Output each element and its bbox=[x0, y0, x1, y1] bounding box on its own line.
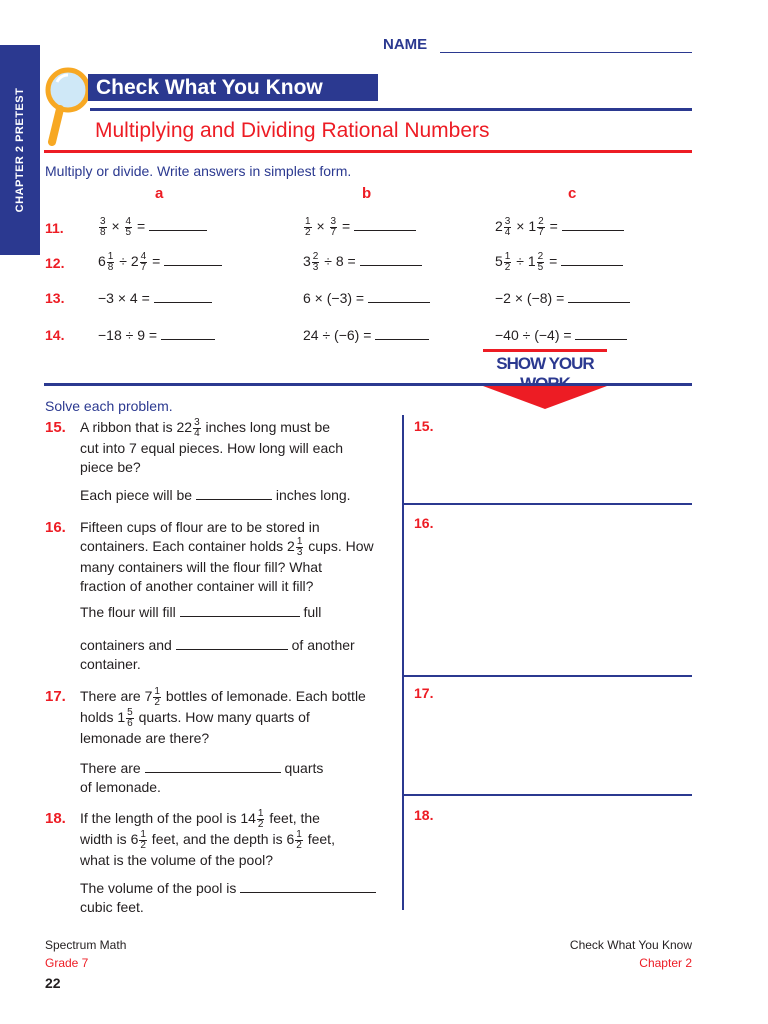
answer-blank[interactable] bbox=[149, 229, 207, 231]
show-work-rule bbox=[483, 349, 607, 352]
answer-blank[interactable] bbox=[568, 301, 630, 303]
page-title: Check What You Know bbox=[96, 76, 323, 99]
title-rule bbox=[90, 108, 692, 111]
column-a-label: a bbox=[155, 185, 164, 202]
problem-18-answer: The volume of the pool is cubic feet. bbox=[80, 879, 376, 917]
work-box-rule bbox=[404, 794, 692, 796]
answer-blank[interactable] bbox=[176, 648, 288, 650]
name-label: NAME bbox=[383, 36, 428, 53]
problem-16-answer-2: containers and of another container. bbox=[80, 637, 355, 672]
work-area-divider bbox=[402, 415, 404, 910]
answer-blank[interactable] bbox=[180, 615, 300, 617]
answer-blank[interactable] bbox=[161, 338, 215, 340]
answer-blank[interactable] bbox=[196, 498, 272, 500]
footer-chapter: Chapter 2 bbox=[639, 956, 692, 970]
problem-number: 15. bbox=[45, 419, 66, 436]
footer-grade: Grade 7 bbox=[45, 956, 89, 970]
work-box-label: 17. bbox=[414, 685, 434, 701]
column-c-label: c bbox=[568, 185, 577, 202]
problem-number: 17. bbox=[45, 688, 66, 705]
problem-12b: 3 $\frac{2}{3}$ ÷ 8 = bbox=[303, 252, 422, 273]
work-box-rule bbox=[404, 675, 692, 677]
problem-number: 12. bbox=[45, 255, 65, 271]
show-work-label: SHOW YOUR bbox=[496, 354, 594, 373]
problem-number: 18. bbox=[45, 810, 66, 827]
problem-13a: −3 × 4 = bbox=[98, 290, 212, 306]
title-banner bbox=[88, 74, 378, 101]
problem-18-text: If the length of the pool is 14 $\frac{1}{2}$ feet, the width is 6 $\frac{1}{2}$ feet, and the depth is 6 $\frac{1}{2}$ feet, what is the volume of the pool? bbox=[80, 808, 335, 868]
work-box-rule bbox=[404, 503, 692, 505]
answer-blank[interactable] bbox=[360, 264, 422, 266]
problem-12a: 6 $\frac{1}{8}$ ÷ 2 $\frac{4}{7}$ = bbox=[98, 252, 222, 273]
problem-15-answer: Each piece will be inches long. bbox=[80, 487, 351, 503]
answer-blank[interactable] bbox=[154, 301, 212, 303]
problem-number: 13. bbox=[45, 290, 65, 306]
problem-13c: −2 × (−8) = bbox=[495, 290, 630, 306]
answer-blank[interactable] bbox=[354, 229, 416, 231]
problem-13b: 6 × (−3) = bbox=[303, 290, 430, 306]
problem-number: 14. bbox=[45, 327, 65, 343]
problem-16-answer-1: The flour will fill full bbox=[80, 604, 322, 620]
answer-blank[interactable] bbox=[575, 338, 627, 340]
name-line[interactable] bbox=[440, 52, 692, 53]
problem-14c: −40 ÷ (−4) = bbox=[495, 327, 627, 343]
section1-instructions: Multiply or divide. Write answers in simplest form. bbox=[45, 163, 352, 179]
page-subtitle: Multiplying and Dividing Rational Numbers bbox=[95, 119, 490, 142]
problem-16-text: Fifteen cups of flour are to be stored in containers. Each container holds 2 $\frac{1}{3}$ cups. How many containers will the flour fill? What fraction of another container will it fill? bbox=[80, 519, 374, 594]
problem-14a: −18 ÷ 9 = bbox=[98, 327, 215, 343]
answer-blank[interactable] bbox=[164, 264, 222, 266]
answer-blank[interactable] bbox=[561, 264, 623, 266]
problem-17-answer: There are quarts of lemonade. bbox=[80, 760, 324, 795]
chapter-sidebar: CHAPTER 2 PRETEST bbox=[0, 45, 40, 255]
answer-blank[interactable] bbox=[240, 891, 376, 893]
section2-instructions: Solve each problem. bbox=[45, 398, 173, 414]
magnifier-icon bbox=[44, 62, 94, 146]
arrow-down-icon bbox=[483, 386, 607, 410]
problem-17-text: There are 7 $\frac{1}{2}$ bottles of lemonade. Each bottle holds 1 $\frac{5}{6}$ quarts. How many quarts of lemonade are there? bbox=[80, 686, 366, 746]
problem-11c: 2 $\frac{3}{4}$ × 1 $\frac{2}{7}$ = bbox=[495, 217, 624, 238]
work-box-label: 16. bbox=[414, 515, 434, 531]
footer-section: Check What You Know bbox=[569, 938, 692, 952]
problem-11a: $\frac{3}{8}$ × $\frac{4}{5}$ = bbox=[98, 217, 207, 238]
footer-series: Spectrum Math bbox=[45, 938, 127, 952]
work-box-label: 15. bbox=[414, 418, 434, 434]
problem-number: 11. bbox=[45, 220, 64, 236]
answer-blank[interactable] bbox=[368, 301, 430, 303]
problem-14b: 24 ÷ (−6) = bbox=[303, 327, 429, 343]
answer-blank[interactable] bbox=[375, 338, 429, 340]
page-number: 22 bbox=[45, 975, 61, 991]
answer-blank[interactable] bbox=[145, 771, 281, 773]
answer-blank[interactable] bbox=[562, 229, 624, 231]
problem-11b: $\frac{1}{2}$ × $\frac{3}{7}$ = bbox=[303, 217, 416, 238]
problem-number: 16. bbox=[45, 519, 66, 536]
column-b-label: b bbox=[362, 185, 372, 202]
work-box-label: 18. bbox=[414, 807, 434, 823]
problem-12c: 5 $\frac{1}{2}$ ÷ 1 $\frac{2}{5}$ = bbox=[495, 252, 623, 273]
subtitle-rule bbox=[44, 150, 692, 153]
problem-15-text: A ribbon that is 22 $\frac{3}{4}$ inches long must be cut into 7 equal pieces. How long will each piece be? bbox=[80, 417, 344, 475]
